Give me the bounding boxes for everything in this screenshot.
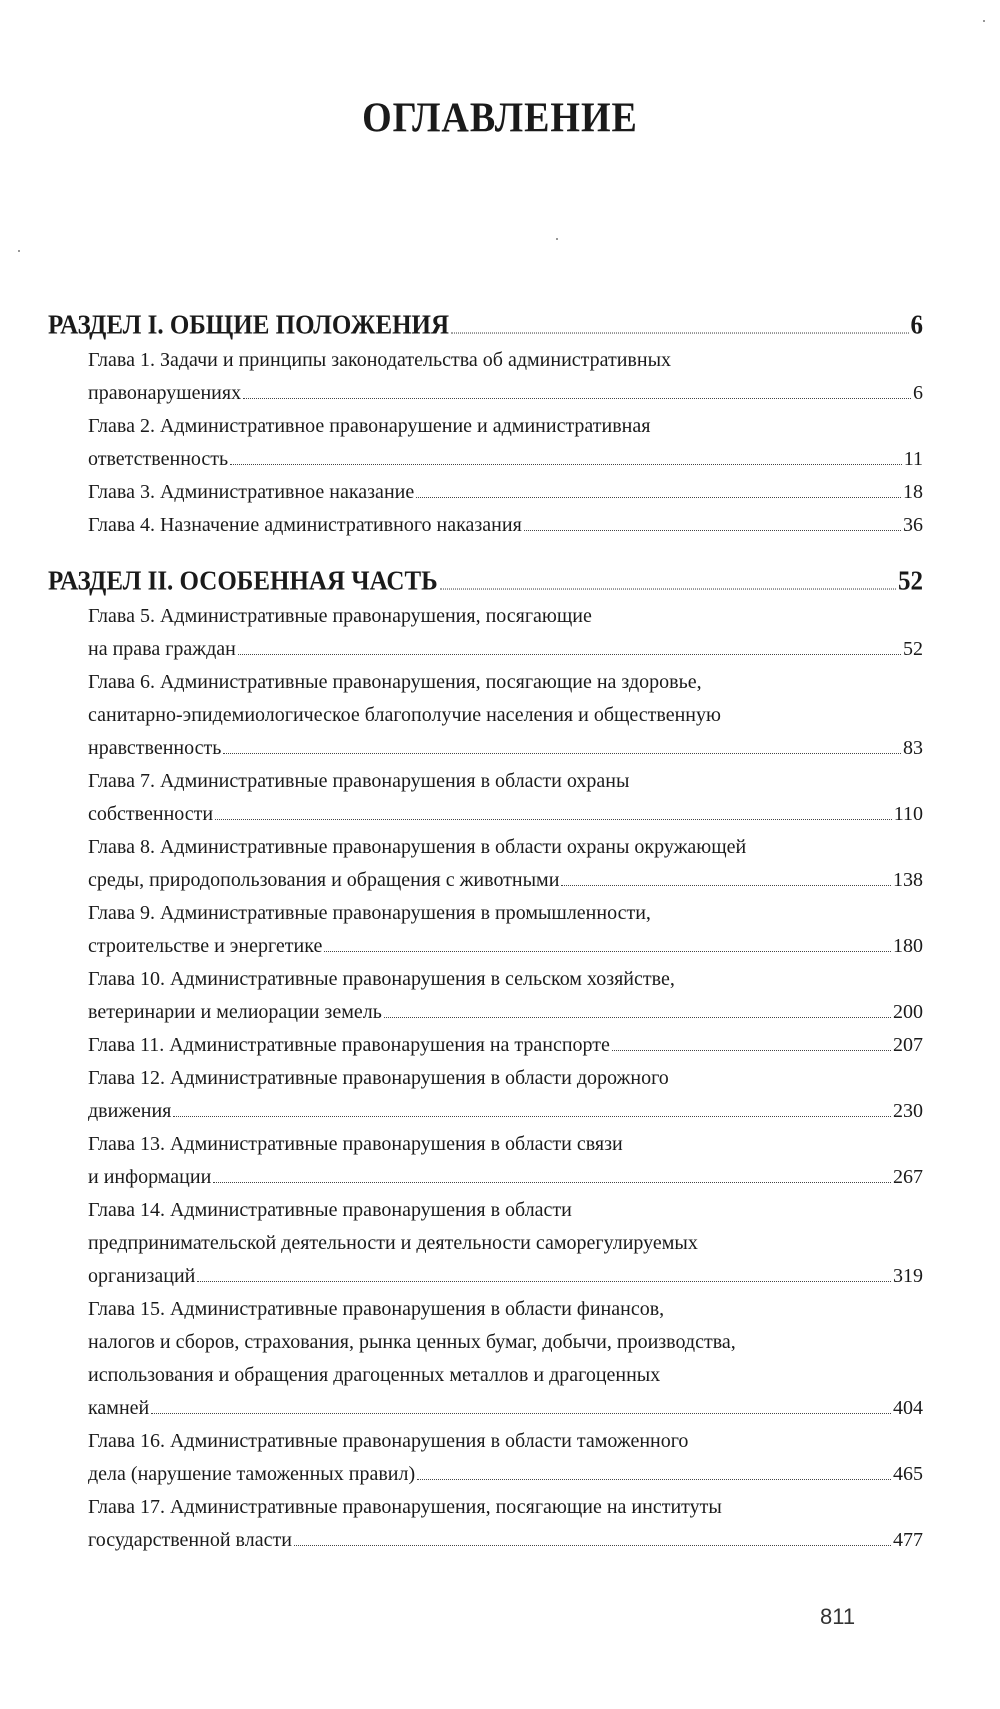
toc-entry[interactable] — [88, 1194, 923, 1293]
section-title: РАЗДЕЛ I. ОБЩИЕ ПОЛОЖЕНИЯ — [48, 310, 450, 341]
chapter-title-text: Глава 9. Административные правонарушения в промышленности, — [88, 902, 651, 924]
toc-entry-line — [88, 864, 923, 897]
dot-leader — [294, 1544, 891, 1546]
chapter-title-text: государственной власти — [88, 1529, 292, 1551]
chapter-page-number: 200 — [893, 1001, 923, 1023]
toc-entry-line — [88, 1194, 923, 1227]
chapter-page-number: 319 — [893, 1265, 923, 1287]
toc-entry-line — [88, 1128, 923, 1161]
toc-entry[interactable] — [88, 831, 923, 897]
section-title: РАЗДЕЛ II. ОСОБЕННАЯ ЧАСТЬ — [48, 566, 438, 597]
dot-leader — [451, 331, 908, 333]
toc-entry-line — [88, 930, 923, 963]
chapter-title-text: Глава 10. Административные правонарушения в сельском хозяйстве, — [88, 968, 675, 990]
print-speck — [556, 238, 558, 240]
chapter-page-number: 11 — [903, 448, 923, 470]
dot-leader — [243, 397, 911, 399]
chapter-page-number: 83 — [903, 737, 923, 759]
dot-leader — [223, 752, 901, 754]
toc-entry-line — [88, 1260, 923, 1293]
chapter-title-text: Глава 17. Административные правонарушения, посягающие на институты — [88, 1496, 722, 1518]
toc-entry-line — [88, 699, 923, 732]
toc-entry-line — [88, 1095, 923, 1128]
toc-entry[interactable] — [88, 410, 923, 476]
chapter-title-text: Глава 7. Административные правонарушения в области охраны — [88, 770, 630, 792]
chapter-title-text: Глава 3. Административное наказание — [88, 481, 415, 503]
chapter-page-number: 404 — [893, 1397, 923, 1419]
chapter-page-number: 477 — [893, 1529, 923, 1551]
chapter-title-text: организаций — [88, 1265, 196, 1287]
toc-entry-line — [88, 1161, 923, 1194]
chapter-title-text: Глава 12. Административные правонарушения в области дорожного — [88, 1067, 669, 1089]
chapter-title-text: использования и обращения драгоценных металлов и драгоценных — [88, 1364, 661, 1386]
toc-entry-line — [88, 1359, 923, 1392]
chapter-title-text: собственности — [88, 803, 214, 825]
dot-leader — [524, 529, 901, 531]
chapter-page-number: 110 — [893, 803, 923, 825]
toc-entry[interactable] — [88, 1062, 923, 1128]
chapter-page-number: 52 — [903, 638, 923, 660]
chapter-page-number: 6 — [913, 382, 923, 404]
toc-entry-line — [88, 1293, 923, 1326]
toc-entry-line — [88, 996, 923, 1029]
toc-entry-line — [88, 798, 923, 831]
chapter-title-text: строительстве и энергетике — [88, 935, 323, 957]
chapter-title-text: Глава 11. Административные правонарушения на транспорте — [88, 1034, 610, 1056]
chapter-title-text: Глава 5. Административные правонарушения, посягающие — [88, 605, 592, 627]
toc-entry-line — [88, 963, 923, 996]
chapter-title-text: Глава 2. Административное правонарушение и административная — [88, 415, 651, 437]
chapter-title-text: правонарушениях — [88, 382, 242, 404]
dot-leader — [612, 1049, 891, 1051]
dot-leader — [384, 1016, 891, 1018]
page-title: ОГЛАВЛЕНИЕ — [362, 94, 638, 142]
chapter-title-text: предпринимательской деятельности и деятельности саморегулируемых — [88, 1232, 698, 1254]
chapter-title-text: Глава 15. Административные правонарушения в области финансов, — [88, 1298, 665, 1320]
section-page-number: 52 — [898, 566, 923, 597]
toc-entry[interactable] — [88, 666, 923, 765]
dot-leader — [215, 818, 892, 820]
toc-entry-line — [88, 1491, 923, 1524]
toc-entry-line — [88, 633, 923, 666]
chapter-page-number: 138 — [893, 869, 923, 891]
chapter-title-text: Глава 13. Административные правонарушения в области связи — [88, 1133, 623, 1155]
dot-leader — [238, 653, 901, 655]
chapter-title-text: Глава 16. Административные правонарушения в области таможенного — [88, 1430, 689, 1452]
toc-entry-line — [88, 476, 923, 509]
print-speck — [18, 250, 20, 252]
chapter-title-text: среды, природопользования и обращения с животными — [88, 869, 560, 891]
toc-entry-line — [88, 410, 923, 443]
toc-entry[interactable] — [88, 765, 923, 831]
dot-leader — [417, 1478, 891, 1480]
dot-leader — [213, 1181, 891, 1183]
dot-leader — [173, 1115, 891, 1117]
toc-entry-line — [88, 600, 923, 633]
toc-entry-line — [88, 1524, 923, 1557]
chapter-title-text: Глава 4. Назначение административного наказания — [88, 514, 522, 536]
toc-entry[interactable] — [88, 963, 923, 1029]
toc-entry-line — [88, 765, 923, 798]
chapter-page-number: 465 — [893, 1463, 923, 1485]
dot-leader — [151, 1412, 891, 1414]
print-speck — [983, 20, 985, 22]
section-heading[interactable] — [48, 563, 923, 602]
dot-leader — [197, 1280, 891, 1282]
toc-entry-line — [88, 1029, 923, 1062]
chapter-page-number: 207 — [893, 1034, 923, 1056]
chapter-title-text: санитарно-эпидемиологическое благополучие населения и общественную — [88, 704, 721, 726]
chapter-title-text: Глава 14. Административные правонарушения в области — [88, 1199, 572, 1221]
toc-entry[interactable] — [88, 509, 923, 542]
toc-entry-line — [88, 1458, 923, 1491]
chapter-page-number: 230 — [893, 1100, 923, 1122]
toc-entry-line — [88, 1392, 923, 1425]
chapter-title-text: Глава 1. Задачи и принципы законодательства об административных — [88, 349, 672, 371]
toc-entry-line — [88, 897, 923, 930]
toc-entry-line — [88, 1425, 923, 1458]
toc-entry[interactable] — [88, 1128, 923, 1194]
dot-leader — [324, 950, 891, 952]
section-page-number: 6 — [910, 310, 923, 341]
dot-leader — [440, 587, 896, 589]
chapter-title-text: движения — [88, 1100, 172, 1122]
chapter-page-number: 18 — [903, 481, 923, 503]
dot-leader — [561, 884, 891, 886]
chapter-page-number: 36 — [903, 514, 923, 536]
page-number: 811 — [820, 1604, 856, 1629]
chapter-page-number: 180 — [893, 935, 923, 957]
toc-entry-line — [88, 344, 923, 377]
chapter-title-text: ответственность — [88, 448, 229, 470]
toc-entry[interactable] — [88, 1491, 923, 1557]
toc-entry[interactable] — [88, 476, 923, 509]
toc-entry[interactable] — [88, 600, 923, 666]
dot-leader — [416, 496, 901, 498]
chapter-title-text: нравственность — [88, 737, 222, 759]
toc-entry[interactable] — [88, 344, 923, 410]
toc-entry-line — [88, 377, 923, 410]
chapter-title-text: и информации — [88, 1166, 212, 1188]
toc-entry-line — [88, 732, 923, 765]
toc-entry[interactable] — [88, 1293, 923, 1425]
toc-section — [48, 564, 923, 1557]
chapter-title-text: камней — [88, 1397, 150, 1419]
chapter-title-text: ветеринарии и мелиорации земель — [88, 1001, 382, 1023]
toc-entry[interactable] — [88, 1425, 923, 1491]
chapter-title-text: налогов и сборов, страхования, рынка ценных бумаг, добычи, производства, — [88, 1331, 736, 1353]
toc-entry-line — [88, 1227, 923, 1260]
toc-entry-line — [88, 509, 923, 542]
chapter-title-text: дела (нарушение таможенных правил) — [88, 1463, 416, 1485]
section-heading[interactable] — [48, 307, 923, 346]
toc-entry-line — [88, 1326, 923, 1359]
chapter-title-text: Глава 6. Административные правонарушения, посягающие на здоровье, — [88, 671, 702, 693]
dot-leader — [230, 463, 902, 465]
toc-section — [48, 308, 923, 542]
toc-entry[interactable] — [88, 897, 923, 963]
toc-entry-line — [88, 1062, 923, 1095]
chapter-page-number: 267 — [893, 1166, 923, 1188]
chapter-title-text: на права граждан — [88, 638, 236, 660]
toc-entry-line — [88, 443, 923, 476]
chapter-title-text: Глава 8. Административные правонарушения в области охраны окружающей — [88, 836, 747, 858]
toc-entry[interactable] — [88, 1029, 923, 1062]
toc-entry-line — [88, 666, 923, 699]
table-of-contents — [48, 308, 923, 1565]
toc-entry-line — [88, 831, 923, 864]
